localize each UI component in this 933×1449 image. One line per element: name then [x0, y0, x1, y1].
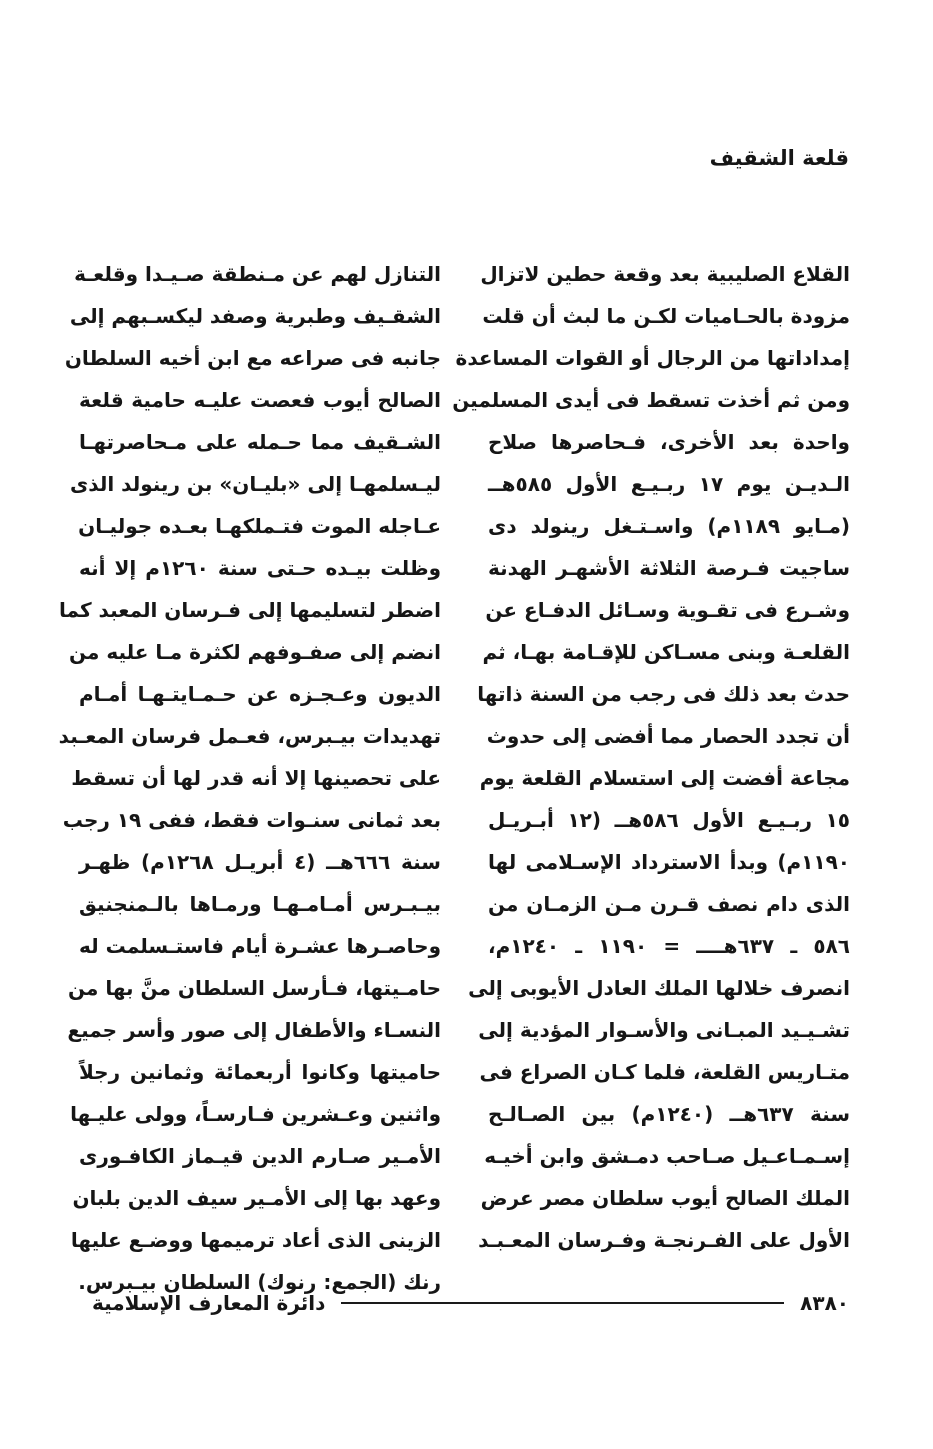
text-line: مجاعة أفضت إلى استسلام القلعة يوم	[479, 766, 850, 790]
text-line: سنة ٦٣٧هــ (١٢٤٠م) بين الصـالـح	[488, 1102, 850, 1126]
text-line: الديون وعـجـزه عن حـمـايتـهـا أمـام	[79, 682, 441, 706]
text-line: على تحصينها إلا أنه قدر لها أن تسقط	[71, 766, 441, 790]
text-line: متـاريس القلعة، فلما كـان الصراع فى	[479, 1060, 850, 1084]
text-line: الذى دام نصف قـرن مـن الزمـان من	[488, 892, 850, 916]
text-line: واحدة بعد الأخرى، فـحاصرها صلاح	[488, 430, 850, 454]
text-line: سنة ٦٦٦هــ (٤ أبريـل ١٢٦٨م) ظهـر	[79, 850, 441, 874]
journal-title: دائرة المعارف الإسلامية	[92, 1291, 326, 1315]
text-line: تهديدات بيـبرس، فعـمل فرسان المعـبد	[58, 724, 441, 748]
text-line: النسـاء والأطفال إلى صور وأسر جميع	[67, 1018, 441, 1042]
text-line: الأمـير صـارم الدين قيـماز الكافـورى	[79, 1144, 441, 1168]
text-line: بيـبـرس أمـامـهـا ورمـاها بالـمنجنيق	[79, 892, 441, 916]
text-line: إمداداتها من الرجال أو القوات المساعدة	[455, 346, 850, 370]
page-number: ٨٣٨٠	[800, 1291, 849, 1315]
running-title: قلعة الشقيف	[709, 146, 849, 170]
text-line: حامـيتها، فـأرسل السلطان منَّ بها من	[68, 976, 441, 1000]
text-line: اضطر لتسليمها إلى فـرسان المعبد كما	[59, 598, 441, 622]
text-line: ليـسلمهـا إلى «بليـان» بن رينولد الذى	[69, 472, 441, 496]
text-line: أن تجدد الحصار مما أفضى إلى حدوث	[486, 724, 850, 748]
footer-rule	[341, 1302, 784, 1304]
text-line: عـاجله الموت فتـملكهـا بعـده جوليـان	[78, 514, 441, 538]
text-line: حاميتها وكانوا أربعمائة وثمانين رجلاً	[79, 1060, 441, 1084]
text-line: الصالح أيوب فعصت عليـه حامية قلعة	[79, 388, 441, 412]
text-line: جانبه فى صراعه مع ابن أخيه السلطان	[64, 346, 441, 370]
text-line: ١١٩٠م) وبدأ الاسترداد الإسـلامى لها	[488, 850, 850, 874]
text-line: رنك (الجمع: رنوك) السلطان بيـبرس.	[78, 1270, 441, 1294]
text-line: الشقـيف وطبرية وصفد ليكسـبهم إلى	[69, 304, 441, 328]
text-line: القلاع الصليبية بعد وقعة حطين لاتزال	[480, 262, 850, 286]
text-line: الأول على الفـرنجـة وفـرسان المعـبـد	[478, 1228, 850, 1252]
text-line: الـديـن يوم ١٧ ربـيـع الأول ٥٨٥هــ	[488, 472, 850, 496]
text-line: بعد ثمانى سنـوات فقط، ففى ١٩ رجب	[62, 808, 441, 832]
text-line: الشـقيف مما حـمله على مـحاصرتهـا	[79, 430, 441, 454]
text-line: وعهد بها إلى الأمـير سيف الدين بلبان	[72, 1186, 441, 1210]
text-line: إسـمـاعـيل صـاحب دمـشق وابن أخيـه	[484, 1144, 850, 1168]
text-line: انصرف خلالها الملك العادل الأيوبى إلى	[468, 976, 850, 1000]
text-line: الزينى الذى أعاد ترميمها ووضـع عليها	[70, 1228, 441, 1252]
text-line: حدث بعد ذلك فى رجب من السنة ذاتها	[477, 682, 850, 706]
text-line: القلعـة وبنى مسـاكن للإقـامة بهـا، ثم	[482, 640, 850, 664]
text-line: ١٥ ربـيـع الأول ٥٨٦هــ (١٢ أبـريـل	[488, 808, 850, 832]
text-line: مزودة بالحـاميات لكـن ما لبث أن قلت	[482, 304, 850, 328]
text-line: (مـايو ١١٨٩م) واسـتـغل رينولد دى	[488, 514, 850, 538]
text-line: التنازل لهم عن مـنطقة صـيـدا وقلعـة	[74, 262, 441, 286]
text-column-right	[452, 253, 850, 1261]
text-line: الملك الصالح أيوب سلطان مصر عرض	[480, 1186, 850, 1210]
text-line: وشـرع فى تقـوية وسـائل الدفـاع عن	[485, 598, 850, 622]
text-line: وحاصـرها عشـرة أيام فاستـسلمت له	[79, 934, 441, 958]
text-column-left	[58, 253, 442, 1303]
text-line: انضم إلى صفـوفهم لكثرة مـا عليه من	[69, 640, 441, 664]
text-line: وظلت بيـده حـتى سنة ١٢٦٠م إلا أنه	[79, 556, 442, 580]
page-footer	[92, 1287, 849, 1319]
text-line: تشـيـيد المبـانى والأسـوار المؤدية إلى	[478, 1018, 850, 1042]
text-line: ومن ثم أخذت تسقط فى أيدى المسلمين	[452, 388, 850, 412]
text-line: ساجيت فـرصة الثلاثة الأشهـر الهدنة	[488, 556, 850, 580]
text-line: واثنين وعـشرين فـارسـاً، وولى عليـها	[70, 1102, 441, 1126]
text-line: ٥٨٦ ـ ٦٣٧هــــ = ١١٩٠ ـ ١٢٤٠م،	[488, 934, 850, 958]
